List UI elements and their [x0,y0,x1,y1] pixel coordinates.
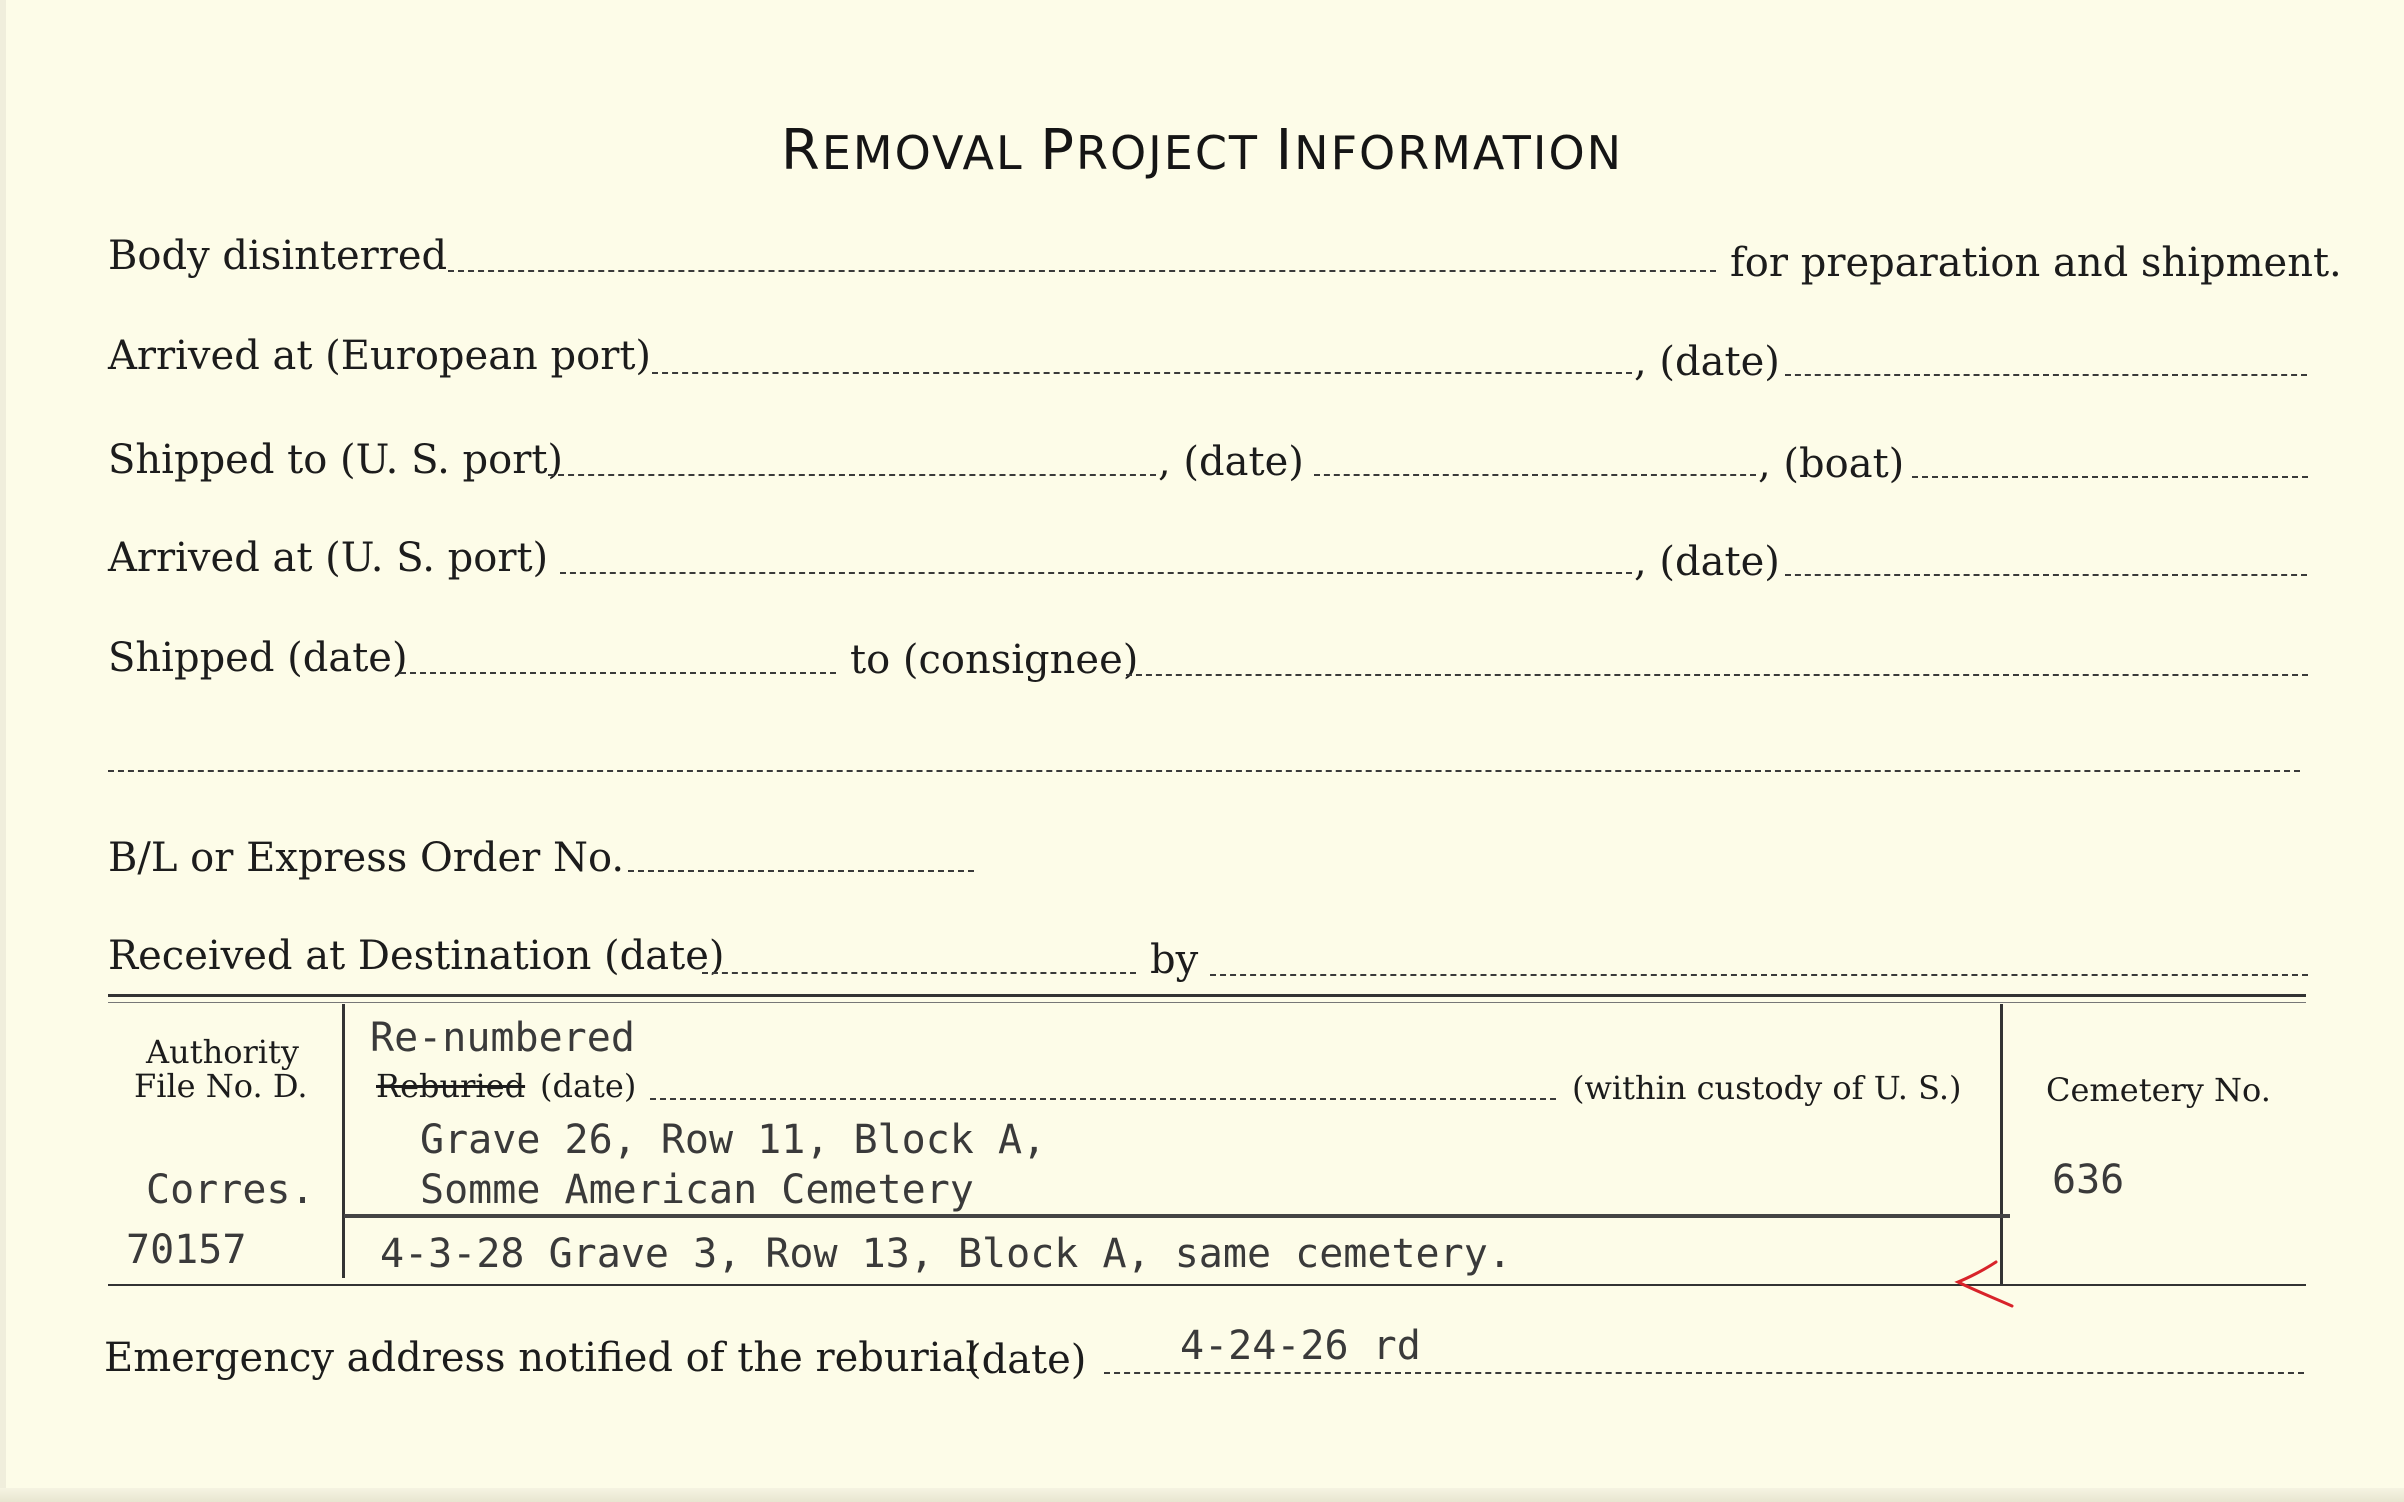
received-destination-label: Received at Destination (date) [108,933,725,979]
body-disinterred-label: Body disinterred [108,233,448,279]
emergency-date-typed: 4-24-26 rd [1180,1323,1421,1369]
reburial-entry-typed: 4-3-28 Grave 3, Row 13, Block A, same cemetery. [380,1231,1512,1277]
arrived-european-port-label: Arrived at (European port) [108,333,652,379]
card-edge [0,0,6,1502]
form-title: REMOVAL PROJECT INFORMATION [780,118,1624,183]
arrived-us-port-label: Arrived at (U. S. port) [108,535,549,581]
box-right-divider [2000,1004,2003,1284]
file-no-label: File No. D. [134,1067,308,1105]
reburied-date-field[interactable] [650,1098,1556,1100]
bl-express-order-label: B/L or Express Order No. [108,835,625,881]
body-disinterred-field[interactable] [448,270,1716,272]
received-by-field[interactable] [1210,974,2308,976]
corres-typed: Corres. [146,1167,315,1213]
consignee-continuation-field[interactable] [108,770,2300,772]
bl-express-order-field[interactable] [628,870,974,872]
reburied-label: Reburied [376,1067,526,1105]
for-preparation-label: for preparation and shipment. [1730,240,2342,286]
shipped-date-field[interactable] [400,672,836,674]
emergency-date-field[interactable] [1104,1372,2304,1374]
to-consignee-label: to (consignee) [850,637,1139,683]
box-middle-rule [344,1214,2010,1218]
cemetery-name-typed: Somme American Cemetery [420,1167,974,1213]
red-check-mark-icon [1950,1258,2020,1310]
within-custody-label: (within custody of U. S.) [1572,1069,1962,1107]
by-label: by [1150,937,1199,983]
ship-date-field[interactable] [1314,474,1756,476]
reburied-date-label: (date) [540,1067,637,1105]
shipped-date-label: Shipped (date) [108,635,408,681]
boat-label: , (boat) [1758,441,1905,487]
cemetery-no-label: Cemetery No. [2046,1071,2271,1109]
consignee-field[interactable] [1126,674,2308,676]
date-label: , (date) [1158,439,1304,485]
renumbered-typed: Re-numbered [370,1015,635,1061]
box-top-rule [108,994,2306,997]
arrived-us-date-field[interactable] [1785,574,2307,576]
authority-label: Authority [146,1033,299,1071]
boat-field[interactable] [1912,476,2308,478]
arrived-us-port-field[interactable] [560,572,1632,574]
grave-location-typed: Grave 26, Row 11, Block A, [420,1117,1047,1163]
european-date-field[interactable] [1785,374,2307,376]
shipped-to-us-port-label: Shipped to (U. S. port) [108,437,563,483]
date-label: , (date) [1634,339,1780,385]
box-top-rule-inner [108,1002,2306,1003]
received-date-field[interactable] [702,972,1136,974]
box-left-divider [342,1004,345,1278]
cemetery-no-typed: 636 [2052,1157,2125,1203]
us-port-field[interactable] [548,474,1156,476]
date-label: , (date) [1634,539,1780,585]
card-bottom-edge [0,1488,2404,1502]
emergency-date-label: (date) [966,1337,1087,1383]
emergency-address-label: Emergency address notified of the reburial [104,1335,979,1381]
european-port-field[interactable] [652,372,1632,374]
file-number-typed: 70157 [126,1227,247,1273]
